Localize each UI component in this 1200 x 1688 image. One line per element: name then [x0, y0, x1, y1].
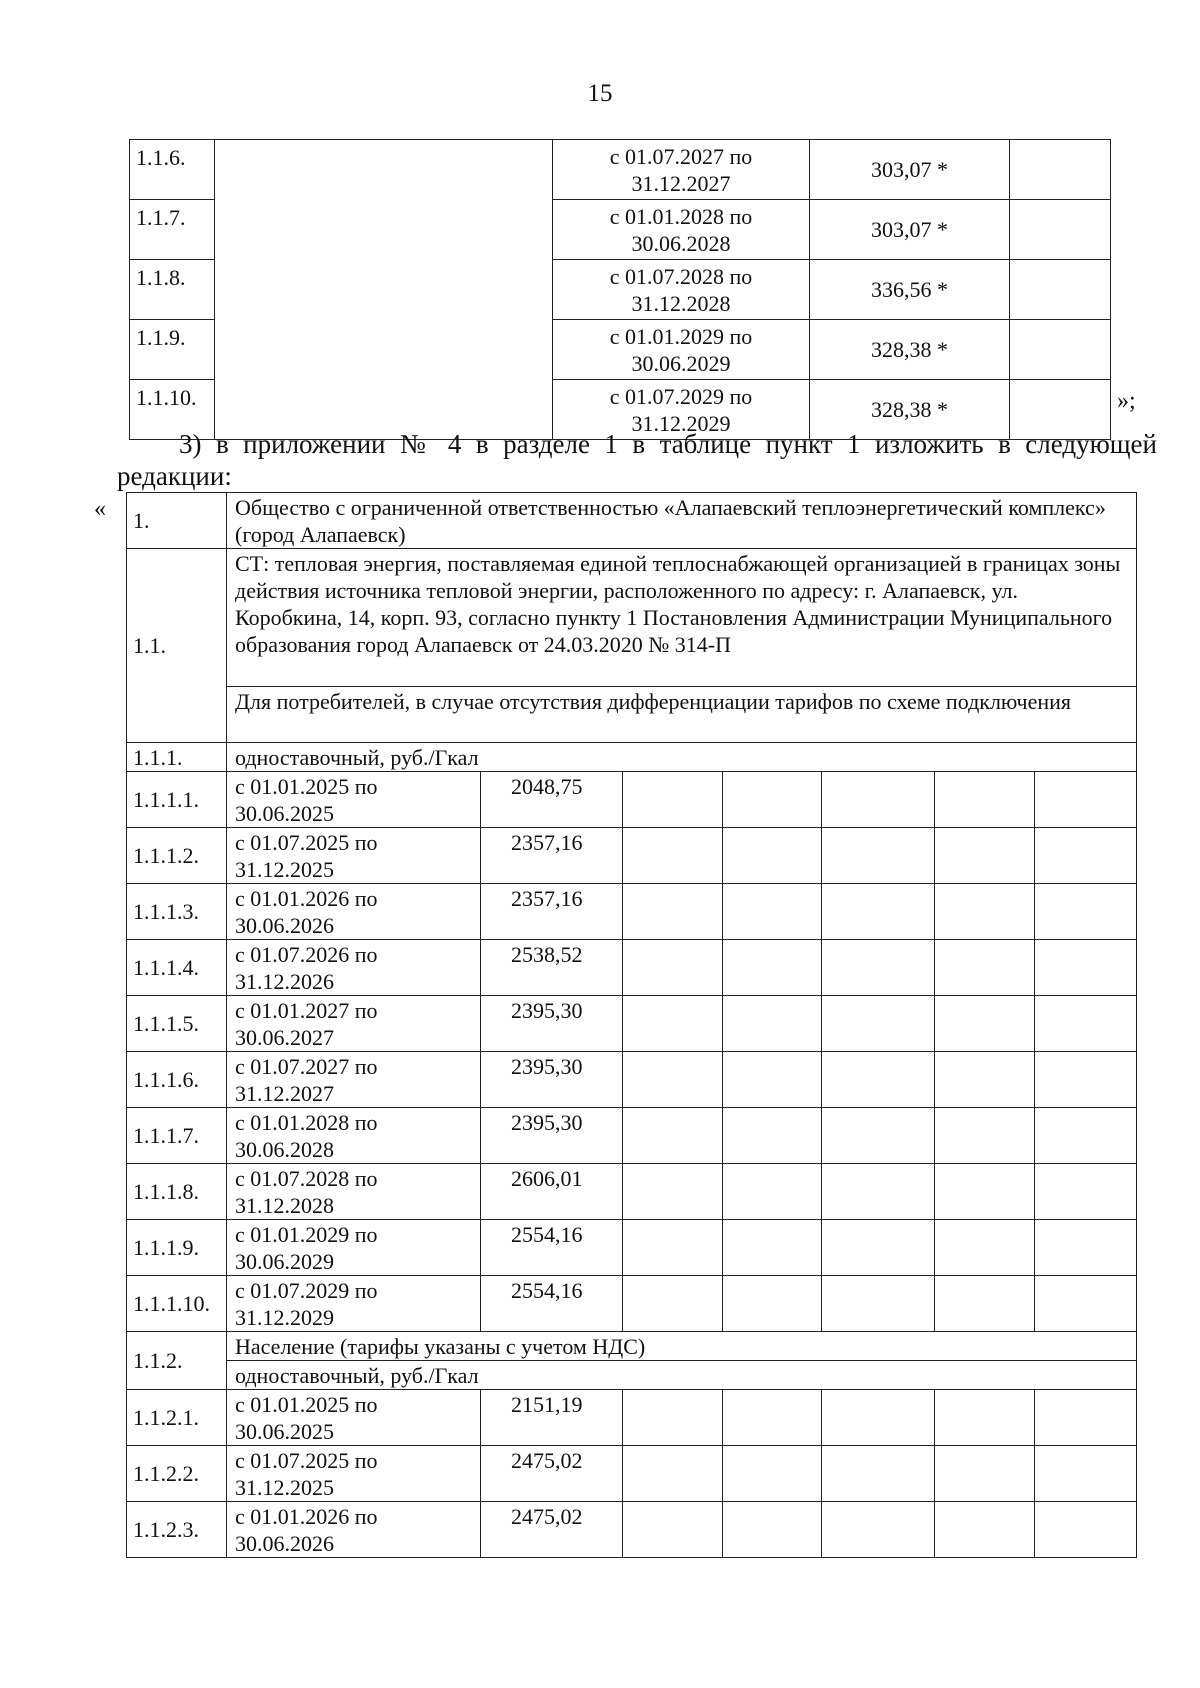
- period-cell: с 01.01.2028 по 30.06.2028: [553, 200, 810, 260]
- blank-cell: [723, 1276, 822, 1332]
- blank-cell: [623, 1446, 723, 1502]
- table-row: [127, 1332, 1137, 1361]
- blank-cell: [822, 1446, 935, 1502]
- amendment-paragraph: [117, 428, 1157, 492]
- blank-cell: [723, 884, 822, 940]
- tariff-value: 2357,16: [481, 828, 623, 884]
- blank-cell: [623, 1220, 723, 1276]
- section-description: СТ: тепловая энергия, поставляемая единой теплоснабжающей организацией в границах зоны действия источника тепловой энергии, расположенного по адресу: г. Алапаевск, ул. Коробкина, 14, корп. 93, согласно пункту 1 Постановления Администрации Муниципального образования город Алапаевск от 24.03.2020 № 314-П: [227, 549, 1137, 687]
- population-label: Население (тарифы указаны с учетом НДС): [227, 1332, 1137, 1361]
- tariff-value: 2395,30: [481, 996, 623, 1052]
- blank-cell: [1035, 1164, 1137, 1220]
- blank-cell: [1035, 1108, 1137, 1164]
- row-number: 1.1.8.: [130, 260, 215, 320]
- organization-name: Общество с ограниченной ответственностью «Алапаевский теплоэнергетический комплекс» (город Алапаевск): [227, 493, 1137, 549]
- blank-cell: [935, 940, 1035, 996]
- tariff-value: 2606,01: [481, 1164, 623, 1220]
- table-row: [127, 1276, 1137, 1332]
- blank-cell: [1010, 140, 1111, 200]
- table-row: [127, 1361, 1137, 1390]
- blank-cell: [623, 1108, 723, 1164]
- table-row: [127, 828, 1137, 884]
- period-cell: с 01.01.2029 по 30.06.2029: [553, 320, 810, 380]
- table-row: [127, 772, 1137, 828]
- page-number: 15: [587, 80, 613, 107]
- blank-cell: [935, 1164, 1035, 1220]
- row-number: 1.1.1.3.: [127, 884, 227, 940]
- period-cell: с 01.07.2025 по 31.12.2025: [227, 828, 481, 884]
- row-number: 1.1.1.4.: [127, 940, 227, 996]
- blank-cell: [723, 1390, 822, 1446]
- blank-cell: [723, 1108, 822, 1164]
- blank-cell: [723, 1164, 822, 1220]
- blank-cell: [1035, 884, 1137, 940]
- tariff-value: 303,07 *: [810, 200, 1010, 260]
- tariff-value: 2554,16: [481, 1276, 623, 1332]
- blank-cell: [1010, 260, 1111, 320]
- row-number: 1.1.1.8.: [127, 1164, 227, 1220]
- blank-cell: [822, 1052, 935, 1108]
- period-cell: с 01.01.2027 по 30.06.2027: [227, 996, 481, 1052]
- rate-type-label: одноставочный, руб./Гкал: [227, 1361, 1137, 1390]
- blank-cell: [935, 1276, 1035, 1332]
- blank-cell: [623, 1390, 723, 1446]
- blank-cell: [935, 772, 1035, 828]
- tariff-value: 328,38 *: [810, 380, 1010, 440]
- row-number: 1.1.1.: [127, 743, 227, 772]
- period-cell: с 01.07.2029 по 31.12.2029: [553, 380, 810, 440]
- table-row: [127, 1446, 1137, 1502]
- blank-cell: [1035, 772, 1137, 828]
- blank-cell: [822, 1164, 935, 1220]
- table-row: [127, 1052, 1137, 1108]
- period-cell: с 01.07.2028 по 31.12.2028: [227, 1164, 481, 1220]
- tariff-value: 328,38 *: [810, 320, 1010, 380]
- row-number: 1.1.2.: [127, 1332, 227, 1390]
- blank-cell: [723, 1220, 822, 1276]
- tariff-value: 2554,16: [481, 1220, 623, 1276]
- tariff-value: 2151,19: [481, 1390, 623, 1446]
- blank-cell: [623, 828, 723, 884]
- blank-cell: [822, 1390, 935, 1446]
- paragraph-line: редакции:: [117, 461, 232, 491]
- period-cell: с 01.07.2027 по 31.12.2027: [553, 140, 810, 200]
- blank-cell: [935, 1502, 1035, 1558]
- row-number: 1.1.1.5.: [127, 996, 227, 1052]
- blank-cell: [215, 140, 553, 440]
- period-cell: с 01.01.2026 по 30.06.2026: [227, 1502, 481, 1558]
- period-cell: с 01.07.2028 по 31.12.2028: [553, 260, 810, 320]
- tariff-value: 303,07 *: [810, 140, 1010, 200]
- blank-cell: [935, 996, 1035, 1052]
- table-row: [127, 493, 1137, 549]
- blank-cell: [935, 1390, 1035, 1446]
- tariff-table: [126, 492, 1137, 1558]
- table-row: [127, 1164, 1137, 1220]
- blank-cell: [723, 1502, 822, 1558]
- blank-cell: [935, 1446, 1035, 1502]
- blank-cell: [1035, 1220, 1137, 1276]
- period-cell: с 01.01.2025 по 30.06.2025: [227, 772, 481, 828]
- table-row: [127, 1502, 1137, 1558]
- period-cell: с 01.07.2026 по 31.12.2026: [227, 940, 481, 996]
- table-row: [127, 1390, 1137, 1446]
- blank-cell: [723, 828, 822, 884]
- table-row: [127, 1220, 1137, 1276]
- blank-cell: [822, 772, 935, 828]
- period-cell: с 01.01.2028 по 30.06.2028: [227, 1108, 481, 1164]
- blank-cell: [935, 1052, 1035, 1108]
- group1-rows: [127, 772, 1137, 1332]
- closing-quote: »;: [1117, 388, 1136, 414]
- blank-cell: [822, 1108, 935, 1164]
- blank-cell: [1035, 1390, 1137, 1446]
- tariff-value: 2538,52: [481, 940, 623, 996]
- row-number: 1.1.6.: [130, 140, 215, 200]
- row-number: 1.1.1.9.: [127, 1220, 227, 1276]
- opening-quote: «: [94, 496, 106, 522]
- table-row: [127, 884, 1137, 940]
- tariff-value: 336,56 *: [810, 260, 1010, 320]
- blank-cell: [1010, 320, 1111, 380]
- blank-cell: [723, 772, 822, 828]
- blank-cell: [1035, 996, 1137, 1052]
- row-number: 1.1.1.2.: [127, 828, 227, 884]
- table-row: [127, 1108, 1137, 1164]
- blank-cell: [822, 1502, 935, 1558]
- tariff-value: 2395,30: [481, 1052, 623, 1108]
- tariff-value: 2357,16: [481, 884, 623, 940]
- blank-cell: [822, 940, 935, 996]
- blank-cell: [623, 1164, 723, 1220]
- period-cell: с 01.07.2027 по 31.12.2027: [227, 1052, 481, 1108]
- blank-cell: [1035, 828, 1137, 884]
- row-number: 1.1.7.: [130, 200, 215, 260]
- row-number: 1.1.1.10.: [127, 1276, 227, 1332]
- blank-cell: [935, 1220, 1035, 1276]
- blank-cell: [935, 1108, 1035, 1164]
- blank-cell: [623, 1502, 723, 1558]
- period-cell: с 01.01.2029 по 30.06.2029: [227, 1220, 481, 1276]
- consumers-description: Для потребителей, в случае отсутствия дифференциации тарифов по схеме подключения: [227, 687, 1137, 743]
- row-number: 1.1.: [127, 549, 227, 743]
- blank-cell: [723, 940, 822, 996]
- row-number: 1.1.1.7.: [127, 1108, 227, 1164]
- paragraph-line: 3) в приложении № 4 в разделе 1 в таблице пункт 1 изложить в следующей: [179, 429, 1157, 459]
- blank-cell: [822, 996, 935, 1052]
- row-number: 1.1.10.: [130, 380, 215, 440]
- blank-cell: [822, 884, 935, 940]
- blank-cell: [723, 996, 822, 1052]
- blank-cell: [1035, 940, 1137, 996]
- table-row: [127, 549, 1137, 687]
- tariff-continuation-table: [129, 139, 1111, 440]
- row-number: 1.1.1.6.: [127, 1052, 227, 1108]
- period-cell: с 01.07.2029 по 31.12.2029: [227, 1276, 481, 1332]
- blank-cell: [1035, 1502, 1137, 1558]
- blank-cell: [822, 828, 935, 884]
- row-number: 1.: [127, 493, 227, 549]
- tariff-value: 2475,02: [481, 1446, 623, 1502]
- blank-cell: [822, 1276, 935, 1332]
- blank-cell: [1035, 1446, 1137, 1502]
- blank-cell: [623, 884, 723, 940]
- row-number: 1.1.2.2.: [127, 1446, 227, 1502]
- rate-type-label: одноставочный, руб./Гкал: [227, 743, 1137, 772]
- tariff-value: 2475,02: [481, 1502, 623, 1558]
- blank-cell: [623, 772, 723, 828]
- blank-cell: [623, 996, 723, 1052]
- blank-cell: [623, 1276, 723, 1332]
- table-row: [127, 743, 1137, 772]
- table-row: [127, 940, 1137, 996]
- row-number: 1.1.9.: [130, 320, 215, 380]
- tariff-value: 2395,30: [481, 1108, 623, 1164]
- group2-rows: [127, 1390, 1137, 1558]
- blank-cell: [935, 884, 1035, 940]
- blank-cell: [822, 1220, 935, 1276]
- table-row: [127, 996, 1137, 1052]
- blank-cell: [935, 828, 1035, 884]
- tariff-value: 2048,75: [481, 772, 623, 828]
- blank-cell: [723, 1052, 822, 1108]
- blank-cell: [1035, 1276, 1137, 1332]
- period-cell: с 01.01.2026 по 30.06.2026: [227, 884, 481, 940]
- row-number: 1.1.2.3.: [127, 1502, 227, 1558]
- blank-cell: [1010, 200, 1111, 260]
- blank-cell: [623, 940, 723, 996]
- blank-cell: [723, 1446, 822, 1502]
- table-row: [130, 140, 1111, 200]
- row-number: 1.1.2.1.: [127, 1390, 227, 1446]
- row-number: 1.1.1.1.: [127, 772, 227, 828]
- blank-cell: [623, 1052, 723, 1108]
- table-row: [127, 687, 1137, 743]
- period-cell: с 01.07.2025 по 31.12.2025: [227, 1446, 481, 1502]
- blank-cell: [1035, 1052, 1137, 1108]
- period-cell: с 01.01.2025 по 30.06.2025: [227, 1390, 481, 1446]
